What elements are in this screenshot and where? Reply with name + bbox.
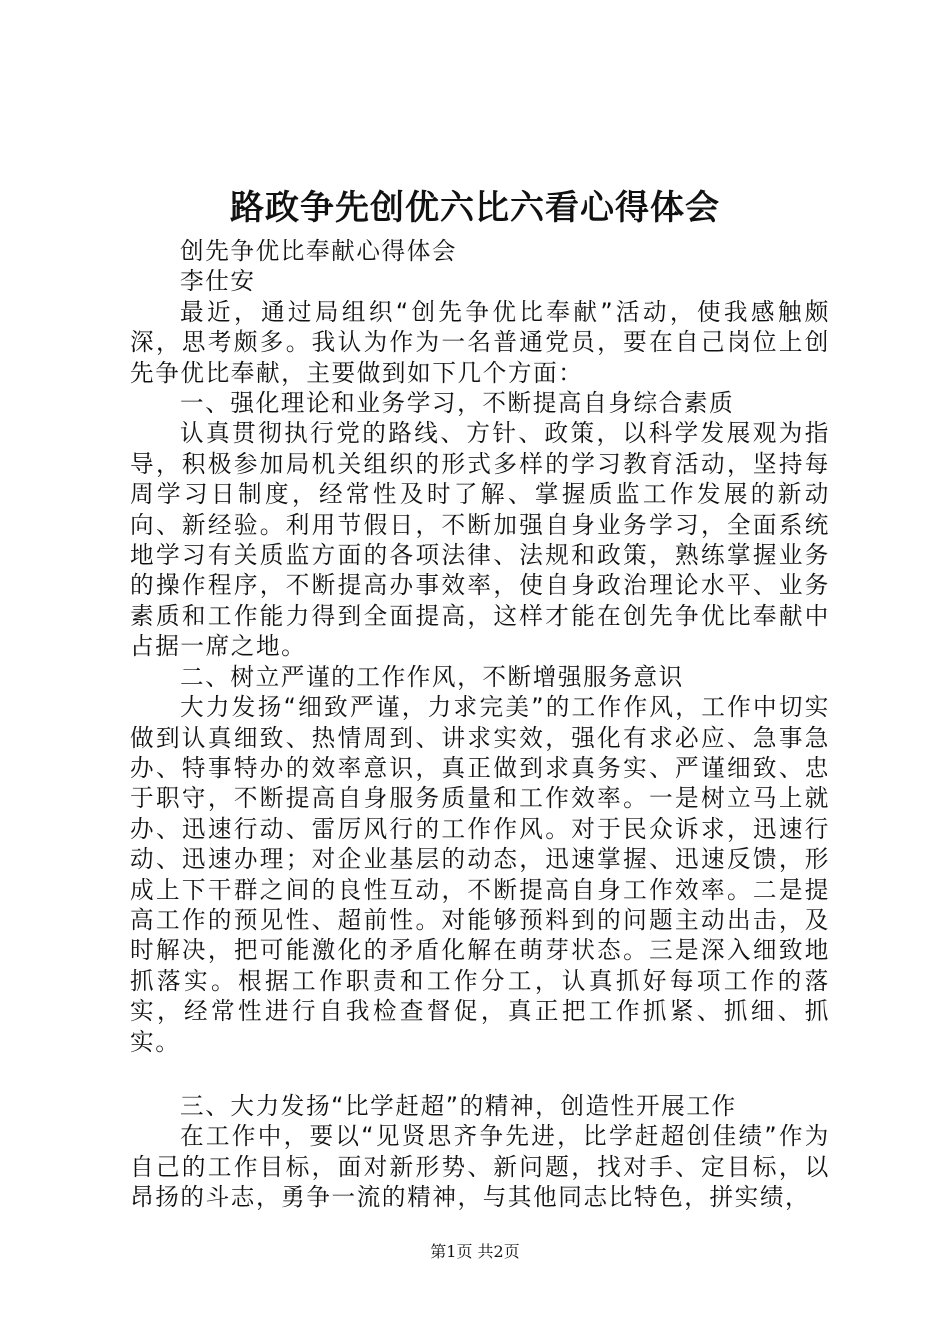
page-footer: 第1页 共2页 — [430, 1242, 520, 1261]
intro-paragraph: 最近，通过局组织“创先争优比奉献”活动，使我感触颇深，思考颇多。我认为作为一名普通党员，要在自己岗位上创先争优比奉献，主要做到如下几个方面： — [130, 297, 830, 387]
document-body — [130, 236, 830, 1213]
author-paragraph: 李仕安 — [180, 267, 256, 296]
document-title: 路政争先创优六比六看心得体会 — [230, 188, 720, 228]
section-body-3: 在工作中，要以“见贤思齐争先进，比学赶超创佳绩”作为自己的工作目标，面对新形势、新问题，找对手、定目标，以昂扬的斗志，勇争一流的精神，与其他同志比特色，拼实绩， — [130, 1122, 830, 1212]
section-heading-1: 一、强化理论和业务学习，不断提高自身综合素质 — [180, 389, 735, 418]
section-heading-2: 二、树立严谨的工作作风，不断增强服务意识 — [180, 662, 684, 691]
section-body-1: 认真贯彻执行党的路线、方针、政策，以科学发展观为指导，积极参加局机关组织的形式多样的学习教育活动，坚持每周学习日制度，经常性及时了解、掌握质监工作发展的新动向、新经验。利用节假日，不断加强自身业务学习，全面系统地学习有关质监方面的各项法律、法规和政策，熟练掌握业务的操作程序，不断提高办事效率，使自身政治理论水平、业务素质和工作能力得到全面提高，这样才能在创先争优比奉献中占据一席之地。 — [130, 419, 830, 661]
section-body-2: 大力发扬“细致严谨，力求完美”的工作作风，工作中切实做到认真细致、热情周到、讲求实效，强化有求必应、急事急办、特事特办的效率意识，真正做到求真务实、严谨细致、忠于职守，不断提高自身服务质量和工作效率。一是树立马上就办、迅速行动、雷厉风行的工作作风。对于民众诉求，迅速行动、迅速办理；对企业基层的动态，迅速掌握、迅速反馈，形成上下干群之间的良性互动，不断提高自身工作效率。二是提高工作的预见性、超前性。对能够预料到的问题主动出击，及时解决，把可能激化的矛盾化解在萌芽状态。三是深入细致地抓落实。根据工作职责和工作分工，认真抓好每项工作的落实，经常性进行自我检查督促，真正把工作抓紧、抓细、抓实。 — [130, 693, 830, 1056]
paragraph-gap — [130, 1057, 830, 1091]
subtitle-paragraph: 创先争优比奉献心得体会 — [180, 237, 458, 265]
section-heading-3: 三、大力发扬“比学赶超”的精神，创造性开展工作 — [180, 1091, 737, 1120]
